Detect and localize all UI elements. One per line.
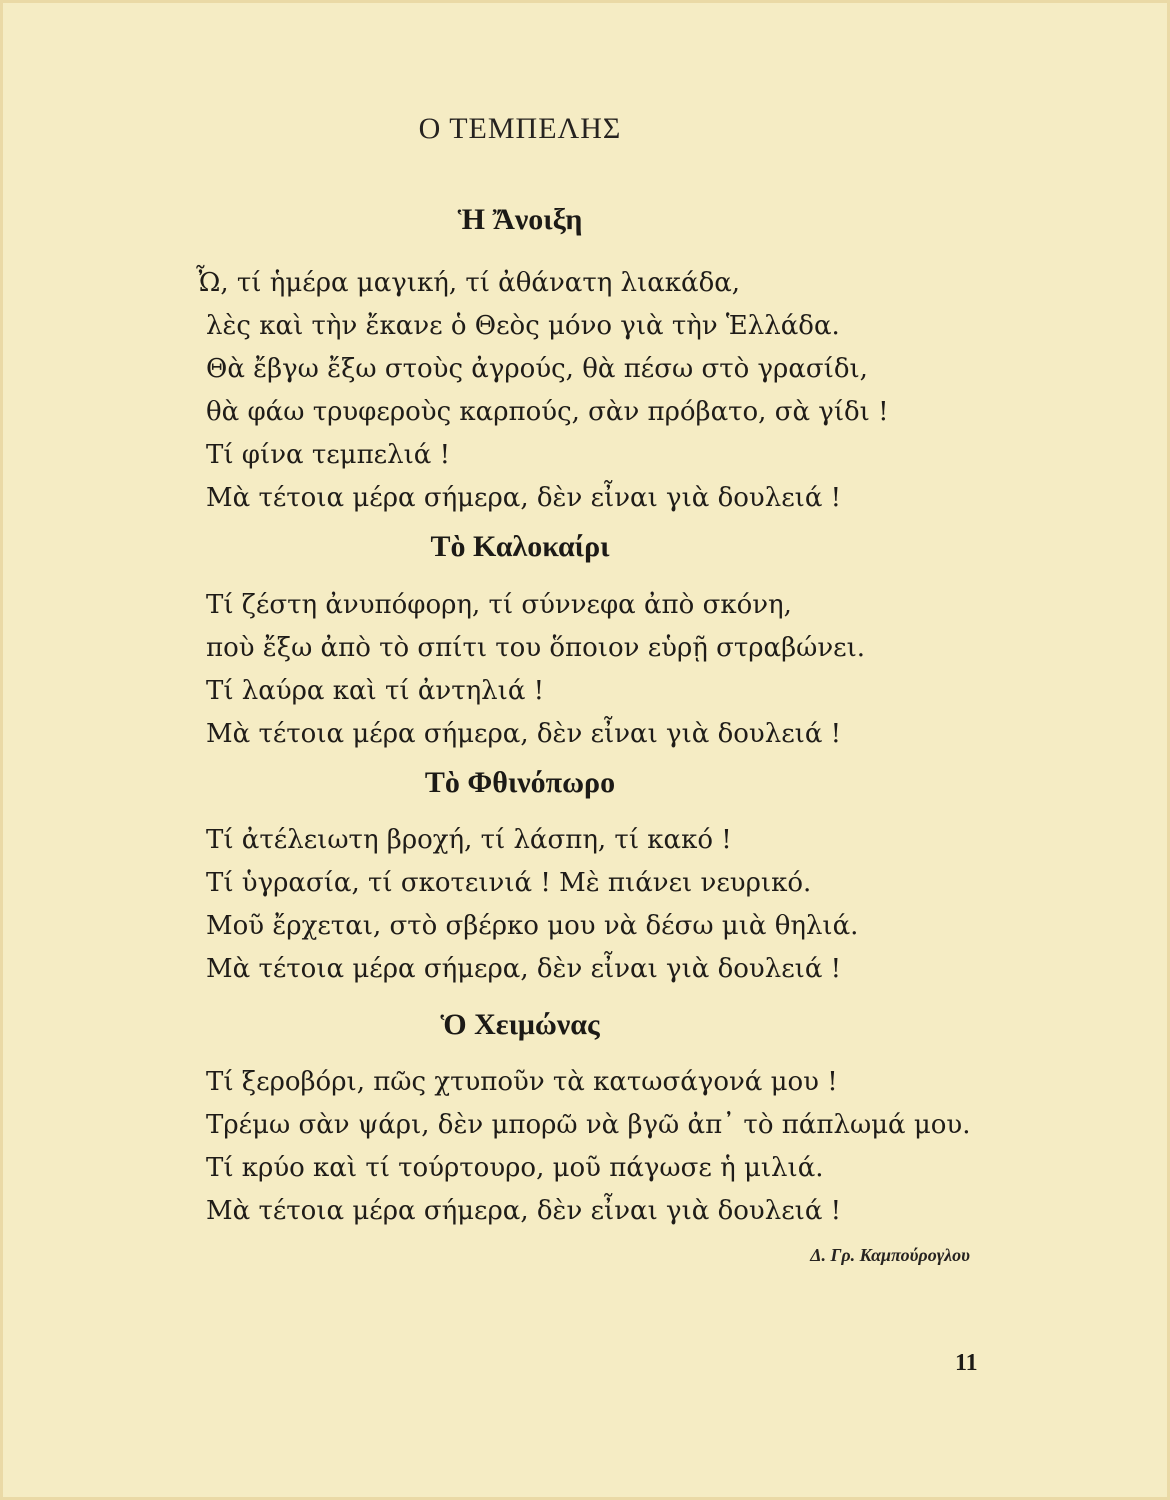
- section-heading-autumn: Τὸ Φθινόπωρο: [424, 766, 616, 799]
- poem-line: Τί ἀτέλειωτη βροχή, τί λάσπη, τί κακό !: [206, 825, 732, 855]
- section-heading-winter: Ὁ Χειμώνας: [440, 1008, 600, 1041]
- poem-line: Τί κρύο καὶ τί τούρτουρο, μοῦ πάγωσε ἡ μιλιά.: [206, 1153, 824, 1183]
- poem-line: Μὰ τέτοια μέρα σήμερα, δὲν εἶναι γιὰ δουλειά !: [206, 719, 842, 749]
- section-heading-summer: Τὸ Καλοκαίρι: [430, 530, 610, 563]
- poem-line: Τί ὑγρασία, τί σκοτεινιά ! Μὲ πιάνει νευρικό.: [206, 868, 812, 898]
- page-number: 11: [955, 1350, 978, 1376]
- poem-line: θὰ φάω τρυφεροὺς καρπούς, σὰν πρόβατο, σὰ γίδι !: [206, 397, 889, 427]
- poem-line: Μὰ τέτοια μέρα σήμερα, δὲν εἶναι γιὰ δουλειά !: [206, 483, 842, 513]
- poem-line: Μὰ τέτοια μέρα σήμερα, δὲν εἶναι γιὰ δουλειά !: [206, 1196, 842, 1226]
- poem-line: Θὰ ἔβγω ἔξω στοὺς ἀγρούς, θὰ πέσω στὸ γρασίδι,: [206, 354, 868, 384]
- poem-title: Ο ΤΕΜΠΕΛΗΣ: [418, 112, 622, 145]
- poem-line: Τί ξεροβόρι, πῶς χτυποῦν τὰ κατωσάγονά μου !: [206, 1067, 838, 1097]
- section-heading-spring: Ἡ Ἄνοιξη: [457, 203, 583, 236]
- poem-line: Ὦ, τί ἡμέρα μαγική, τί ἀθάνατη λιακάδα,: [196, 268, 741, 298]
- author-signature: Δ. Γρ. Καμπούρογλου: [810, 1245, 970, 1265]
- poem-line: Τρέμω σὰν ψάρι, δὲν μπορῶ νὰ βγῶ ἀπ᾽ τὸ πάπλωμά μου.: [206, 1110, 971, 1140]
- poem-line: Τί λαύρα καὶ τί ἀντηλιά !: [206, 676, 545, 706]
- poem-line: λὲς καὶ τὴν ἔκανε ὁ Θεὸς μόνο γιὰ τὴν Ἑλλάδα.: [206, 311, 840, 341]
- poem-line: Τί ζέστη ἀνυπόφορη, τί σύννεφα ἀπὸ σκόνη,: [206, 590, 792, 620]
- poem-line: ποὺ ἔξω ἀπὸ τὸ σπίτι του ὅποιον εὑρῇ στραβώνει.: [206, 633, 866, 663]
- poem-line: Μοῦ ἔρχεται, στὸ σβέρκο μου νὰ δέσω μιὰ θηλιά.: [206, 911, 859, 941]
- poem-line: Τί φίνα τεμπελιά !: [206, 440, 451, 470]
- poem-line: Μὰ τέτοια μέρα σήμερα, δὲν εἶναι γιὰ δουλειά !: [206, 954, 842, 984]
